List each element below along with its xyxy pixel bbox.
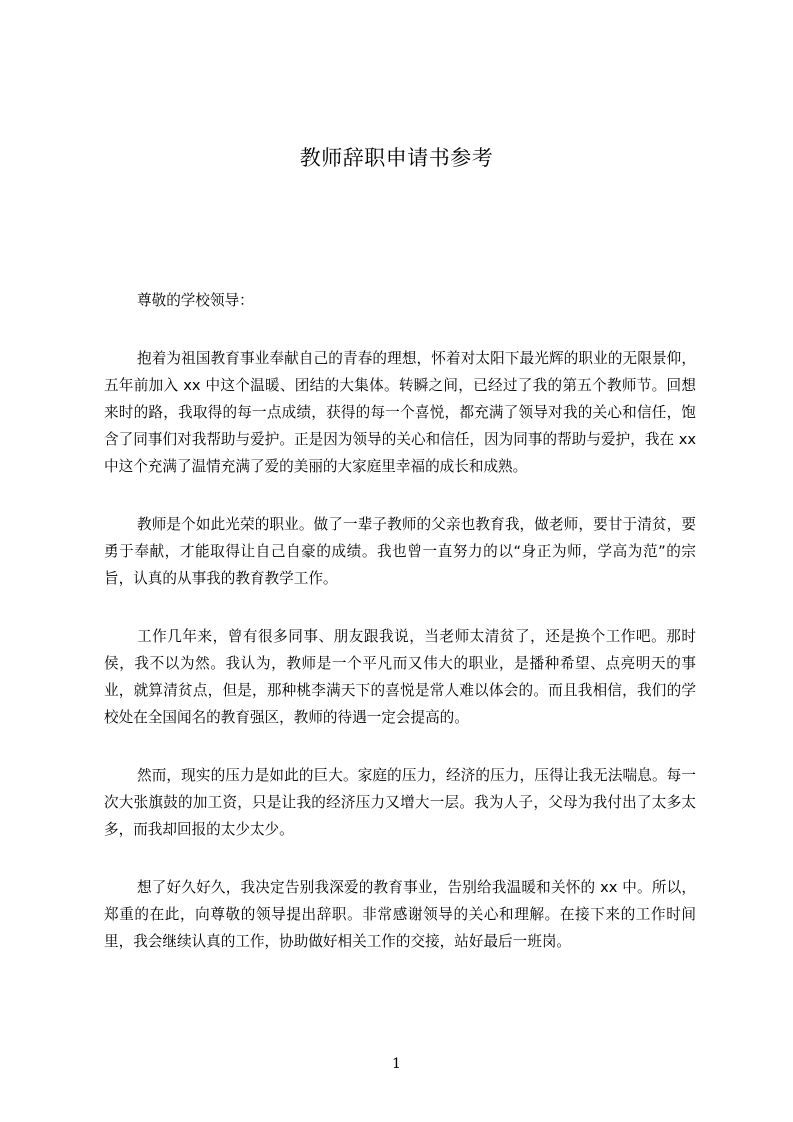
letter-body — [104, 287, 696, 986]
paragraph-3: 工作几年来，曾有很多同事、朋友跟我说，当老师太清贫了，还是换个工作吧。那时侯，我不以为然。我认为，教师是一个平凡而又伟大的职业，是播种希望、点亮明天的事业，就算清贫点，但是，那种桃李满天下的喜悦是常人难以体会的。而且我相信，我们的学校处在全国闻名的教育强区，教师的待遇一定会提高的。 — [104, 628, 696, 726]
salutation: 尊敬的学校领导： — [137, 292, 254, 309]
page-number: 1 — [392, 1056, 401, 1072]
paragraph-5: 想了好久好久，我决定告别我深爱的教育事业，告别给我温暖和关怀的 xx 中。所以，郑重的在此，向尊敬的领导提出辞职。非常感谢领导的关心和理解。在接下来的工作时间里，我会继续认真的工作，协助做好相关工作的交接，站好最后一班岗。 — [104, 879, 696, 950]
page-title: 教师辞职申请书参考 — [299, 146, 494, 170]
paragraph-4: 然而，现实的压力是如此的巨大。家庭的压力，经济的压力，压得让我无法喘息。每一次大张旗鼓的加工资，只是让我的经济压力又增大一层。我为人子，父母为我付出了太多太多，而我却回报的太少太少。 — [104, 767, 696, 838]
paragraph-1: 抱着为祖国教育事业奉献自己的青春的理想，怀着对太阳下最光辉的职业的无限景仰，五年前加入 xx 中这个温暖、团结的大集体。转瞬之间，已经过了我的第五个教师节。回想来时的路，我取得的每一点成绩，获得的每一个喜悦，都充满了领导对我的关心和信任，饱含了同事们对我帮助与爱护。正是因为领导的关心和信任，因为同事的帮助与爱护，我在 xx 中这个充满了温情充满了爱的美丽的大家庭里幸福的成长和成熟。 — [104, 350, 696, 475]
paragraph-2: 教师是个如此光荣的职业。做了一辈子教师的父亲也教育我，做老师，要甘于清贫，要勇于奉献，才能取得让自己自豪的成绩。我也曾一直努力的以“身正为师，学高为范”的宗旨，认真的从事我的教育教学工作。 — [104, 516, 696, 587]
